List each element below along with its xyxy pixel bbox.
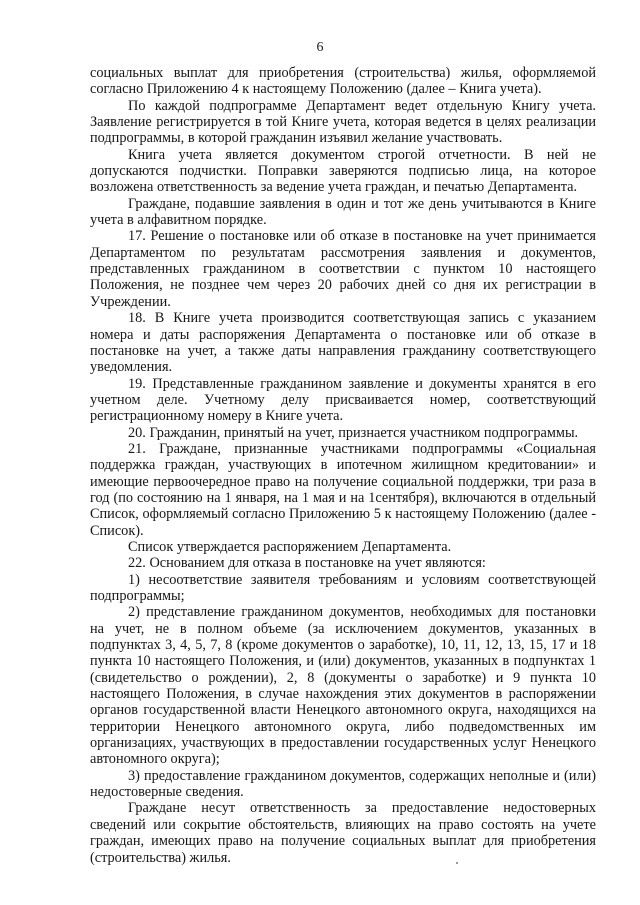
- paragraph-item-22: 22. Основанием для отказа в постановке на учет являются:: [128, 555, 486, 572]
- paragraph-item-18: 18. В Книге учета производится соответствующая запись с указанием номера и даты распоряжения Департамента о постановке или об отказе в постановке на учет, а также даты направления гражданину соответствующего уведомления.: [90, 310, 596, 376]
- paragraph-item-21: 21. Граждане, признанные участниками подпрограммы «Социальная поддержка граждан, участвующих в ипотечном жилищном кредитовании» и имеющие первоочередное право на получение социальной поддержки, три раза в год (по состоянию на 1 января, на 1 мая и на 1сентября), включаются в отдельный Список, оформляемый согласно Приложению 5 к настоящему Положению (далее - Список).: [90, 440, 596, 539]
- document-body: [90, 65, 596, 866]
- paragraph-alphabetical-order: Граждане, подавшие заявления в один и тот же день учитываются в Книге учета в алфавитном порядке.: [90, 195, 596, 229]
- paragraph-item-17: 17. Решение о постановке или об отказе в постановке на учет принимается Департаментом по результатам рассмотрения заявления и документов, представленных гражданином в соответствии с пунктом 10 настоящего Положения, не позднее чем через 20 рабочих дней со дня их регистрации в Учреждении.: [90, 228, 596, 310]
- paragraph-list-approval: Список утверждается распоряжением Департамента.: [128, 538, 452, 555]
- paragraph-responsibility: Граждане несут ответственность за предоставление недостоверных сведений или сокрытие обстоятельств, влияющих на право состоять на учете граждан, имеющих право на получение социальных выплат для приобретения (строительства) жилья.: [90, 800, 596, 866]
- paragraph-item-20: 20. Гражданин, принятый на учет, признается участником подпрограммы.: [128, 424, 579, 441]
- paragraph-refusal-ground-1: 1) несоответствие заявителя требованиям и условиям соответствующей подпрограммы;: [90, 571, 596, 604]
- scan-speck: [456, 862, 458, 864]
- paragraph-refusal-ground-3: 3) предоставление гражданином документов, содержащих неполные и (или) недостоверные сведения.: [90, 767, 596, 801]
- page-number: 6: [316, 40, 324, 55]
- paragraph-registration-books: По каждой подпрограмме Департамент ведет отдельную Книгу учета. Заявление регистрируется в той Книге учета, которая ведется в целях реализации подпрограммы, в которой гражданин изъявил желание участвовать.: [90, 97, 596, 147]
- paragraph-refusal-ground-2: 2) представление гражданином документов, необходимых для постановки на учет, не в полном объеме (за исключением документов, указанных в подпунктах 3, 4, 5, 7, 8 (кроме документов о заработке), 10, 11, 12, 13, 15, 17 и 18 пункта 10 настоящего Положения, и (или) документов, указанных в подпунктах 1 (свидетельство о рождении), 2, 8 (документы о заработке) и 9 пункта 10 настоящего Положения, в случае нахождения этих документов в распоряжении органов государственной власти Ненецкого автономного округа, находящихся на территории Ненецкого автономного округа, либо подведомственных им организациях, участвующих в предоставлении государственных услуг Ненецкого автономного округа);: [90, 604, 596, 768]
- paragraph-item-19: 19. Представленные гражданином заявление и документы хранятся в его учетном деле. Учетному делу присваивается номер, соответствующий регистрационному номеру в Книге учета.: [90, 375, 596, 425]
- paragraph-continuation: социальных выплат для приобретения (строительства) жилья, оформляемой согласно Приложению 4 к настоящему Положению (далее – Книга учета).: [90, 65, 596, 98]
- paragraph-strict-reporting: Книга учета является документом строгой отчетности. В ней не допускаются подчистки. Поправки заверяются подписью лица, на которое возложена ответственность за ведение учета граждан, и печатью Департамента.: [90, 146, 596, 196]
